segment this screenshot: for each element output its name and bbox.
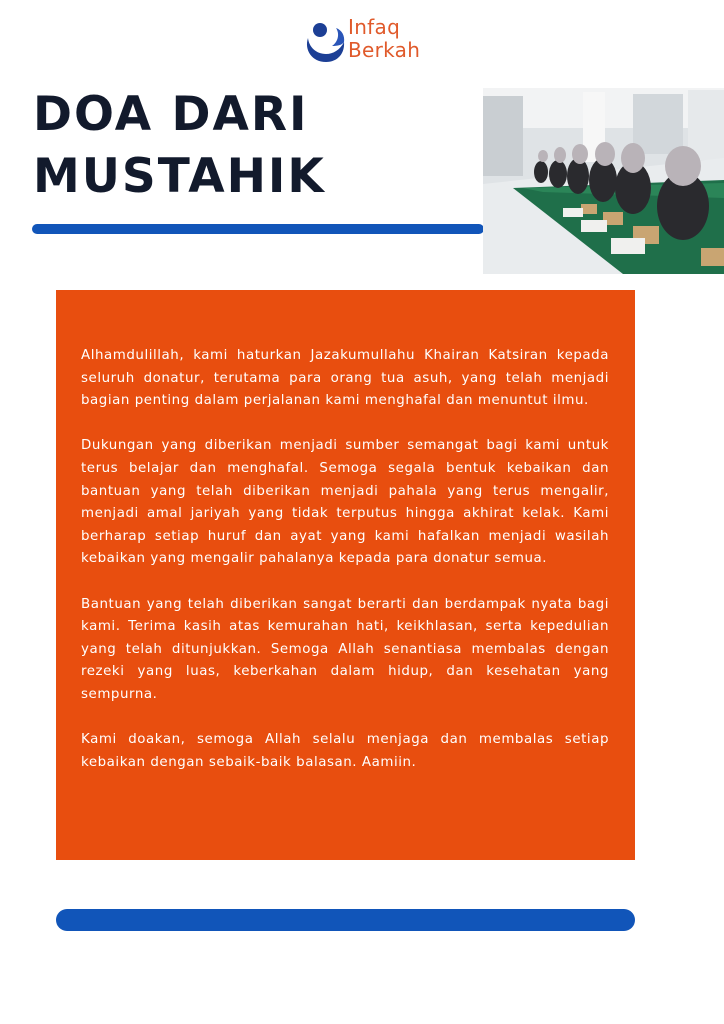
logo-wordmark (348, 16, 420, 62)
logo-mark-icon (300, 16, 348, 66)
brand-logo (300, 14, 430, 68)
letter-paragraph: Dukungan yang diberikan menjadi sumber semangat bagi kami untuk terus belajar dan menghafal. Semoga segala bentuk kebaikan dan bantuan yang telah diberikan menjadi pahala yang terus mengalir, menjadi amal jariyah yang tidak terputus hingga akhirat kelak. Kami berharap setiap huruf dan ayat yang kami hafalkan menjadi wasilah kebaikan yang mengalir pahalanya kepada para donatur semua. (81, 438, 609, 567)
letter-paragraph: Kami doakan, semoga Allah selalu menjaga dan membalas setiap kebaikan dengan sebaik-baik balasan. Aamiin. (81, 732, 609, 770)
letter-paragraph: Alhamdulillah, kami haturkan Jazakumullahu Khairan Katsiran kepada seluruh donatur, terutama para orang tua asuh, yang telah menjadi bagian penting dalam perjalanan kami menghafal dan menuntut ilmu. (81, 348, 609, 409)
photo-illustration (483, 88, 724, 274)
logo-line-2: Berkah (348, 38, 421, 62)
logo-line-1: Infaq (348, 15, 401, 39)
title-line-1: DOA DARI (33, 87, 309, 142)
title-underline (32, 224, 484, 234)
students-praying-photo (483, 88, 724, 274)
prayer-letter-card (56, 290, 635, 860)
letter-body (81, 345, 609, 797)
page-title (33, 84, 326, 208)
footer-bar (56, 909, 635, 931)
title-line-2: MUSTAHIK (33, 149, 326, 204)
letter-paragraph: Bantuan yang telah diberikan sangat berarti dan berdampak nyata bagi kami. Terima kasih atas kemurahan hati, keikhlasan, serta kepedulian yang telah ditunjukkan. Semoga Allah senantiasa membalas dengan rezeki yang luas, keberkahan dalam hidup, dan kesehatan yang sempurna. (81, 596, 609, 702)
